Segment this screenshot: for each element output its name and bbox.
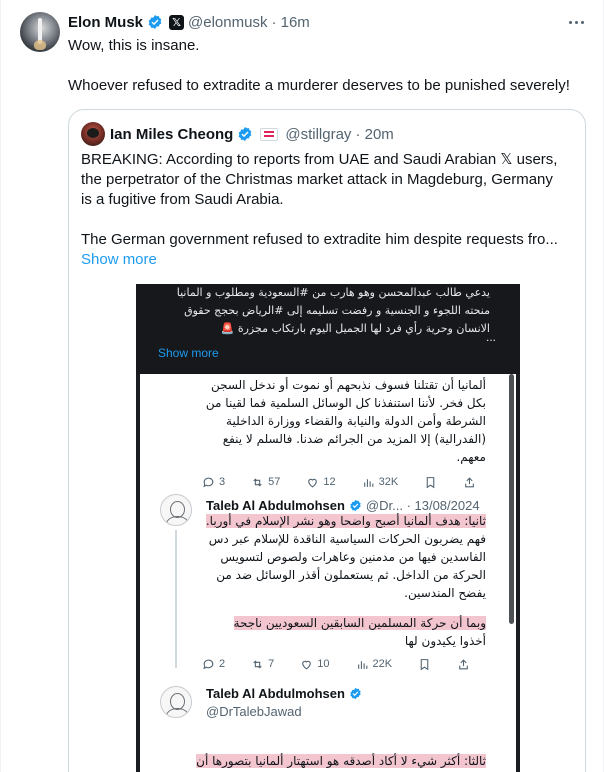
like-icon xyxy=(306,476,335,489)
flag-icon xyxy=(260,128,278,141)
media-post1-line: بكل فخر. لأننا استنفذنا كل الوسائل السلمية فما لقينا من xyxy=(205,396,486,410)
media-post2-line: ثانيا: هدف ألمانيا أصبح واضحا وهو نشر الإسلام في أوربا. xyxy=(205,514,486,528)
verified-icon xyxy=(349,687,362,700)
reply-count: 2 xyxy=(219,658,226,670)
media-post3-name: Taleb Al Abdulmohsen xyxy=(206,686,345,701)
show-more-link[interactable]: Show more xyxy=(81,251,157,268)
media-post2-author xyxy=(206,498,480,513)
author-name[interactable]: Elon Musk xyxy=(68,13,144,31)
quote-media-image[interactable] xyxy=(136,284,520,772)
thread-line xyxy=(175,530,177,668)
quote-handle[interactable]: @stillgray xyxy=(285,125,352,143)
views-count: 32K xyxy=(378,476,399,488)
quote-text-line: The German government refused to extradite him despite requests fro... xyxy=(81,231,558,248)
repost-count: 57 xyxy=(268,476,281,488)
like-count: 10 xyxy=(317,658,330,670)
x-premium-icon: 𝕏 xyxy=(169,15,184,30)
verified-icon xyxy=(349,499,362,512)
media-thread xyxy=(140,374,516,772)
media-post3-author xyxy=(206,686,362,701)
reply-icon xyxy=(202,658,225,671)
views-icon xyxy=(356,658,393,671)
quote-header xyxy=(110,122,394,146)
quote-time[interactable]: · 20m xyxy=(355,125,394,143)
verified-icon xyxy=(147,14,163,30)
media-post3-avatar xyxy=(160,686,192,718)
quote-avatar[interactable] xyxy=(81,122,105,146)
views-count: 22K xyxy=(372,658,393,670)
reply-icon xyxy=(202,476,225,489)
avatar[interactable] xyxy=(20,12,60,52)
media-post3-line: ثالثا: أكثر شيء لا أكاد أصدقه هو استهتار ألمانيا بتصورها أن xyxy=(196,754,486,768)
bookmark-icon xyxy=(418,658,431,671)
like-count: 12 xyxy=(323,476,336,488)
author-handle[interactable]: @elonmusk xyxy=(188,13,268,31)
tweet-text-line: Wow, this is insane. xyxy=(68,37,200,54)
media-dots: ... xyxy=(486,330,497,344)
tweet-time[interactable]: · 16m xyxy=(271,13,310,31)
repost-icon xyxy=(251,658,274,671)
media-show-more: Show more xyxy=(158,346,219,360)
media-post1-line: (الفدرالية) إلا المزيد من الجرائم ضدنا. فالسلم لا ينفع xyxy=(222,432,486,446)
media-post2-line: أخذوا يكيدون لها xyxy=(404,634,486,648)
media-post2-avatar xyxy=(160,494,192,526)
bookmark-icon xyxy=(424,476,437,489)
share-icon xyxy=(463,476,476,489)
media-post2-line: فهم يضربون الحركات السياسية الناقدة للإسلام عبر دس xyxy=(208,532,486,546)
reply-count: 3 xyxy=(219,476,226,488)
media-post1-line: الشرطة وأمن الدولة والنيابة والقضاء ووزارة الداخلية xyxy=(226,414,486,428)
quote-text-line: the perpetrator of the Christmas market attack in Magdeburg, Germany xyxy=(81,171,553,188)
quote-text-line: is a fugitive from Saudi Arabia. xyxy=(81,191,284,208)
media-post2-name: Taleb Al Abdulmohsen xyxy=(206,498,345,513)
media-text-line: منحته اللجوء و الجنسية و رفضت تسليمه إلى #الرياض بحجج حقوق xyxy=(184,304,490,317)
media-post2-line: الحركة من الداخل. ثم يستعملون أقذر الوسائل ضد من xyxy=(216,568,486,582)
media-post2-actions xyxy=(202,656,502,672)
media-post2-handle: @Dr... · 13/08/2024 xyxy=(365,498,480,513)
quote-author-name[interactable]: Ian Miles Cheong xyxy=(110,125,234,143)
repost-icon xyxy=(251,476,280,489)
repost-count: 7 xyxy=(268,658,275,670)
share-icon xyxy=(457,658,470,671)
media-text-line: الانسان وحرية رأي فرد لها الجميل اليوم بارتكاب مجزرة 🚨 xyxy=(220,322,490,335)
quote-text xyxy=(81,150,577,270)
media-text-line: يدعي طالب عبدالمحسن وهو هارب من #السعودية ومطلوب و المانيا xyxy=(176,286,490,299)
like-icon xyxy=(300,658,329,671)
media-post1-line: ألمانيا أن تقتلنا فسوف نذبحهم أو نموت أو ندخل السجن xyxy=(210,378,486,392)
media-post2-line: يفضح المندسين. xyxy=(404,586,486,600)
views-icon xyxy=(362,476,399,489)
media-scrollbar xyxy=(509,374,514,624)
media-top-post xyxy=(136,284,520,374)
quote-text-line: BREAKING: According to reports from UAE and Saudi Arabian 𝕏 users, xyxy=(81,151,558,168)
tweet-text-line: Whoever refused to extradite a murderer deserves to be punished severely! xyxy=(68,77,570,94)
tweet-header xyxy=(68,12,310,32)
media-post3-handle: @DrTalebJawad xyxy=(206,704,302,719)
media-post2-line: الفاسدين فيها من مدمنين وعاهرات ولصوص لتسويس xyxy=(220,550,486,564)
more-icon[interactable] xyxy=(566,12,586,32)
media-post1-actions xyxy=(202,474,502,490)
media-post2-line: وبما أن حركة المسلمين السابقين السعوديين ناجحة xyxy=(233,616,486,630)
media-post1-line: معهم. xyxy=(456,450,486,464)
verified-icon xyxy=(237,126,253,142)
